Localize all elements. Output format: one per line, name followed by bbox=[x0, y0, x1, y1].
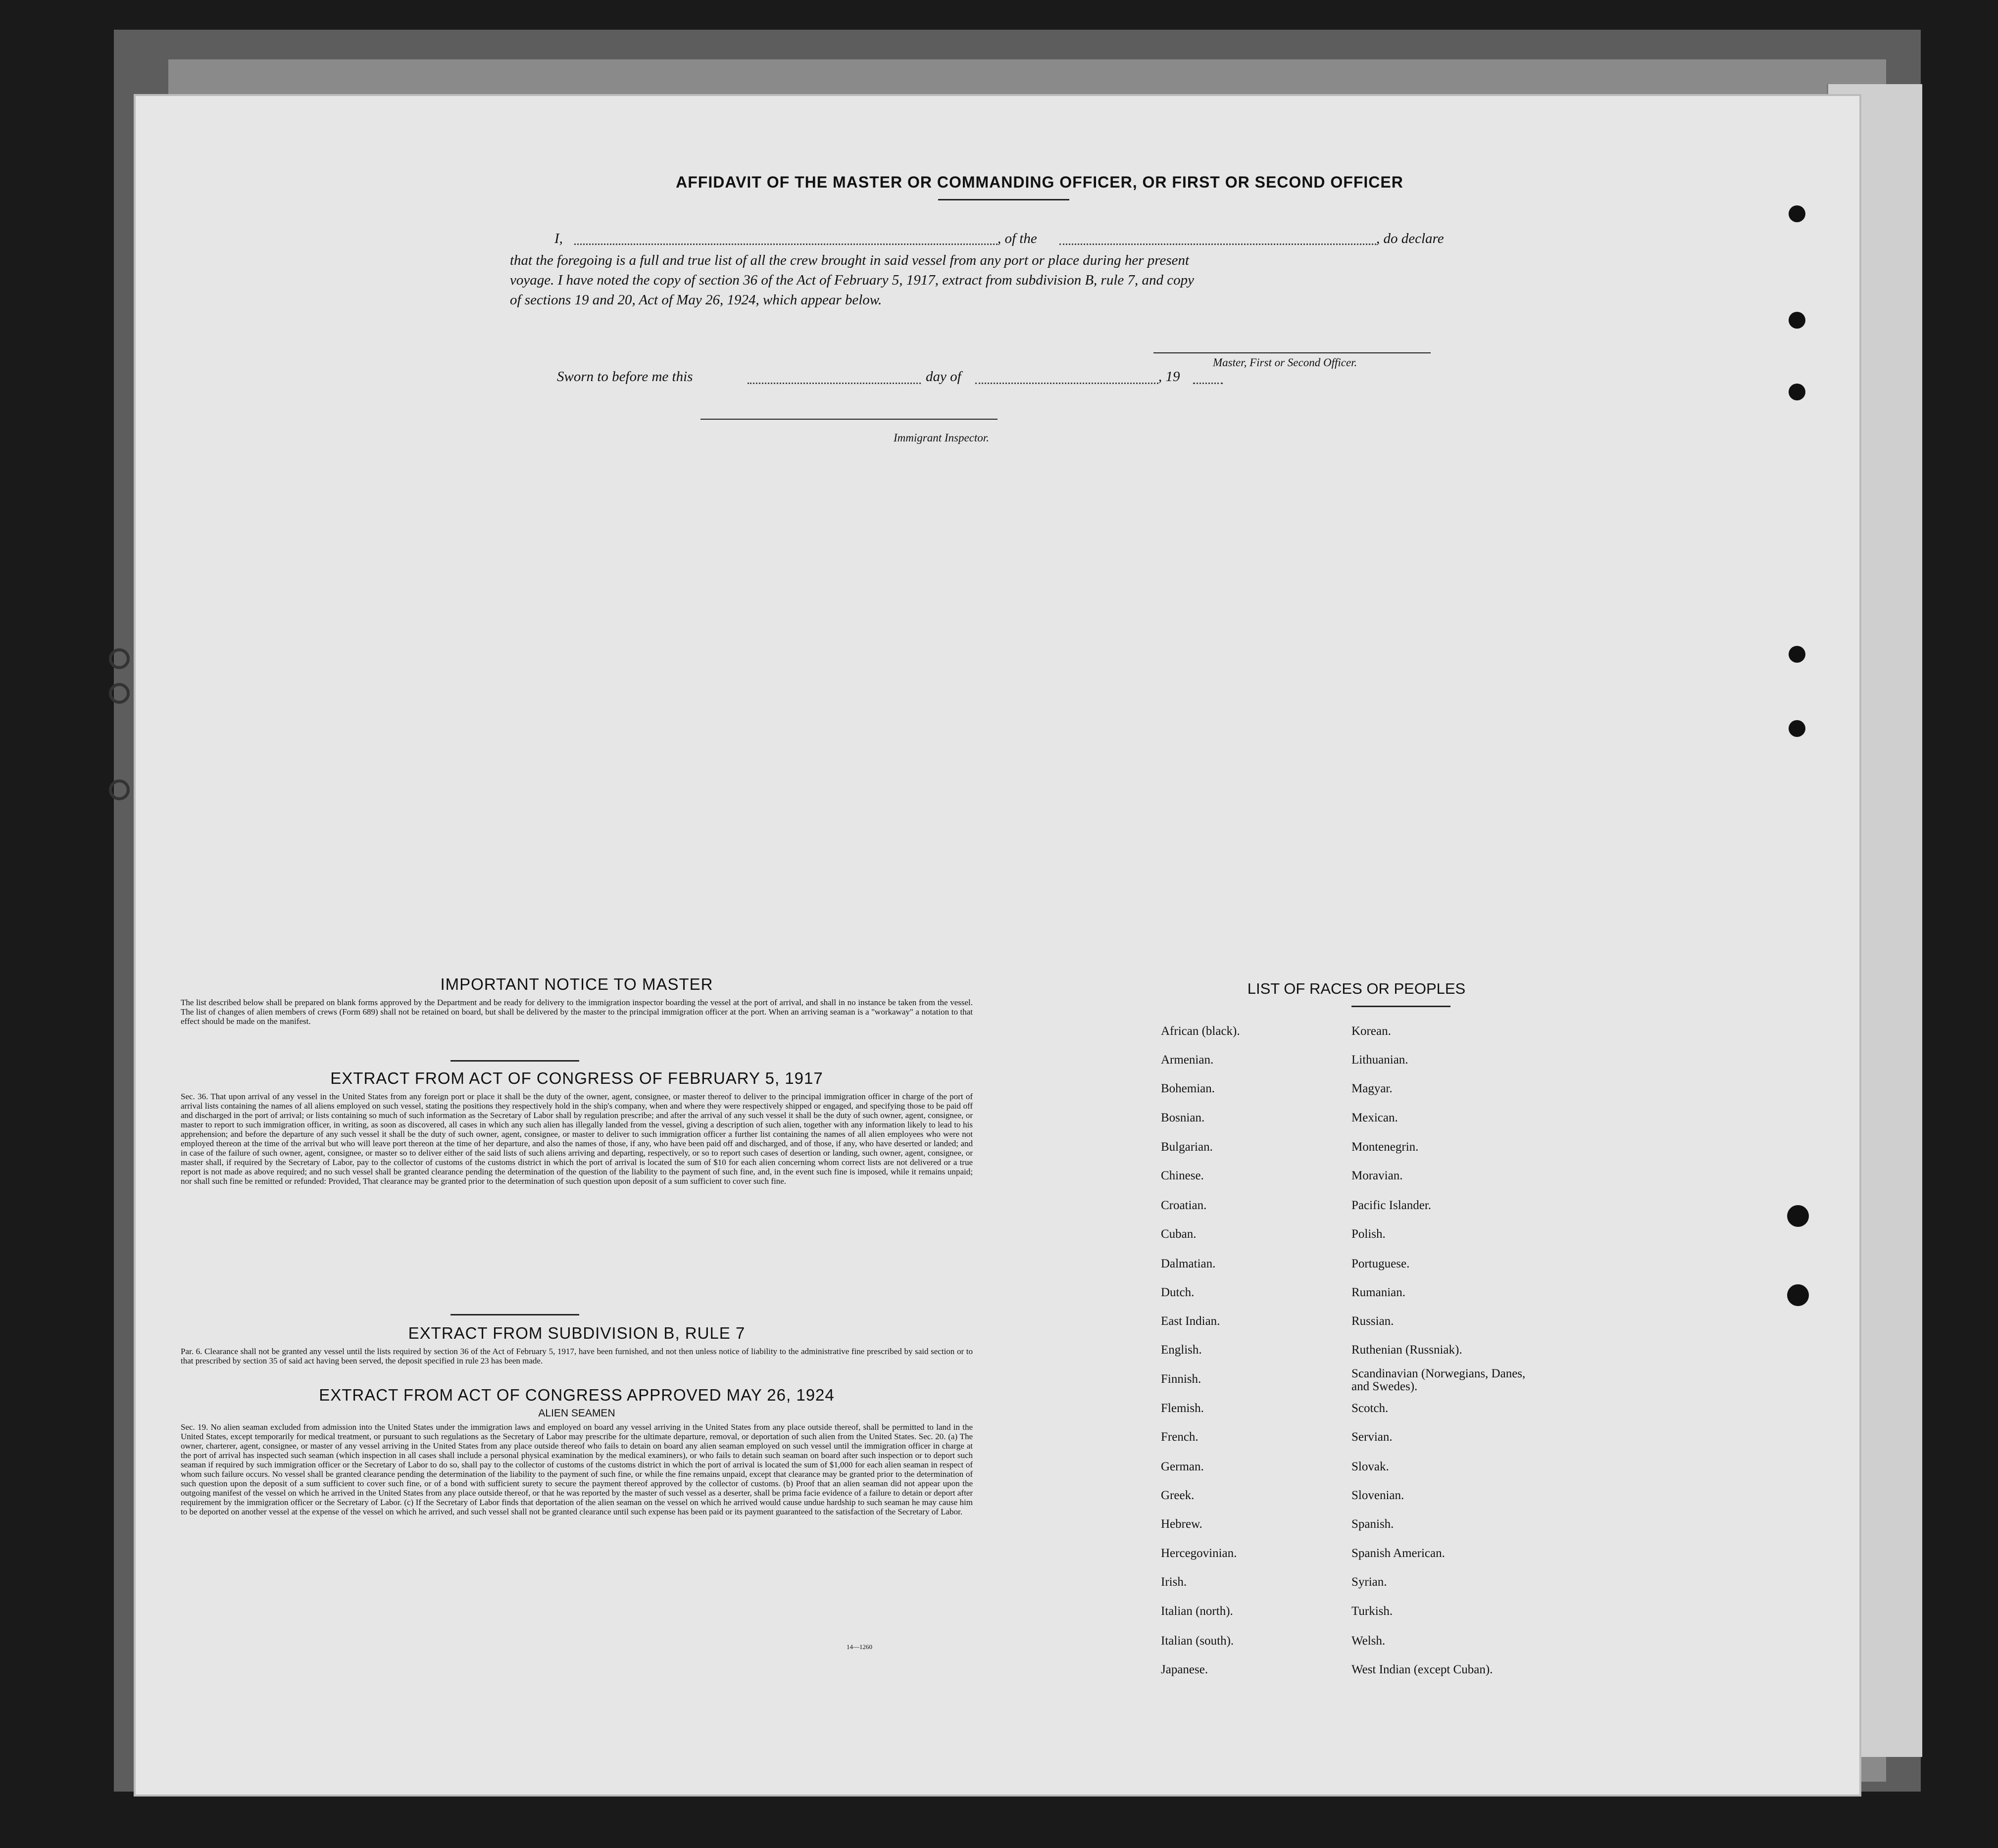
punch-hole-icon bbox=[109, 779, 130, 800]
race-item: Turkish. bbox=[1351, 1605, 1393, 1618]
section-divider bbox=[450, 1314, 579, 1315]
form-number: 14—1260 bbox=[847, 1643, 872, 1651]
race-item: Chinese. bbox=[1161, 1169, 1204, 1182]
document-page bbox=[134, 94, 1861, 1797]
race-item: German. bbox=[1161, 1460, 1204, 1473]
extract-1917-body: Sec. 36. That upon arrival of any vessel in the United States from any foreign port or place it shall be the duty of the owner, agent, consignee, or master thereof to deliver to the principal immigration officer in charge of the port of arrival lists containing the names of all aliens employed on such vessel, stating the positions they respectively hold in the ship's company, when and where they were respectively shipped or engaged, and specifying those to be paid off and discharged in the port of arrival; or lists containing so much of such information as the Secretary of Labor shall by regulation prescribe; and after the arrival of any such vessel it shall be the duty of such owner, agent, consignee, or master to report to such immigration officer, in writing, as soon as discovered, all cases in which any such alien has illegally landed from the vessel, giving a description of such alien, together with any information likely to lead to his apprehension; and before the departure of any such vessel it shall be the duty of such owner, agent, consignee, or master to deliver to such immigration officer a further list containing the names of all alien employees who were not employed thereon at the time of the arrival but who will leave port thereon at the time of her departure, and also the names of those, if any, who have been paid off and discharged, and of those, if any, who have deserted or landed; and in case of the failure of such owner, agent, consignee, or master so to deliver either of the said lists of such aliens arriving and departing, respectively, or so to report such cases of desertion or landing, such owner, agent, consignee, or master shall, if required by the Secretary of Labor, pay to the collector of customs of the customs district in which the port of arrival is located the sum of $10 for each alien concerning whom correct lists are not delivered or a true report is not made as above required; and no such vessel shall be granted clearance pending the determination of the question of the liability to the payment of such fine, and, in the event such fine is imposed, while it remains unpaid; nor shall such fine be remitted or refunded: Provided, That clearance may be granted prior to the determination of such question upon deposit of a sum sufficient to cover such fine. bbox=[181, 1092, 973, 1186]
race-item: Servian. bbox=[1351, 1430, 1393, 1444]
race-item: Slovak. bbox=[1351, 1460, 1389, 1473]
race-item: Dutch. bbox=[1161, 1286, 1195, 1299]
section-divider bbox=[450, 1060, 579, 1062]
punch-hole-icon bbox=[1789, 384, 1805, 400]
extract-rule7-section bbox=[181, 1324, 973, 1365]
race-item: Syrian. bbox=[1351, 1575, 1387, 1589]
race-item: Finnish. bbox=[1161, 1372, 1201, 1386]
inspector-label: Immigrant Inspector. bbox=[894, 432, 989, 444]
races-title-underline bbox=[1351, 1006, 1450, 1007]
race-item: Rumanian. bbox=[1351, 1286, 1406, 1299]
race-item: Bohemian. bbox=[1161, 1082, 1215, 1095]
notice-section bbox=[181, 975, 973, 1026]
race-item: West Indian (except Cuban). bbox=[1351, 1663, 1493, 1676]
race-item: Japanese. bbox=[1161, 1663, 1208, 1676]
extract-1924-title: EXTRACT FROM ACT OF CONGRESS APPROVED MAY 26, 1924 bbox=[319, 1386, 835, 1404]
race-item: Portuguese. bbox=[1351, 1257, 1410, 1270]
extract-1917-title: EXTRACT FROM ACT OF CONGRESS OF FEBRUARY 5, 1917 bbox=[330, 1069, 823, 1087]
race-item: Welsh. bbox=[1351, 1634, 1386, 1648]
race-item: Italian (south). bbox=[1161, 1634, 1234, 1648]
name-blank[interactable] bbox=[574, 243, 998, 245]
race-item: Polish. bbox=[1351, 1227, 1386, 1241]
race-item: Flemish. bbox=[1161, 1402, 1204, 1415]
day-of-label: day of bbox=[926, 369, 961, 385]
affidavit-i-label: I, bbox=[554, 231, 563, 246]
race-item: Hercegovinian. bbox=[1161, 1547, 1237, 1560]
extract-rule7-body: Par. 6. Clearance shall not be granted any vessel until the lists required by section 36 of the Act of February 5, 1917, have been furnished, and not then unless notice of liability to the administrative fine prescribed by said section or to that prescribed by section 35 of said act having been served, the deposit specified in rule 23 has been made. bbox=[181, 1347, 973, 1365]
race-item: Scotch. bbox=[1351, 1402, 1389, 1415]
sworn-day-blank[interactable] bbox=[748, 383, 921, 384]
race-item: Cuban. bbox=[1161, 1227, 1197, 1241]
race-item: Magyar. bbox=[1351, 1082, 1393, 1095]
race-item: Montenegrin. bbox=[1351, 1140, 1419, 1154]
race-item: Ruthenian (Russniak). bbox=[1351, 1343, 1462, 1357]
extract-1924-body: Sec. 19. No alien seaman excluded from admission into the United States under the immigration laws and employed on board any vessel arriving in the United States from any place outside thereof, shall be permitted to land in the United States, except temporarily for medical treatment, or pursuant to such regulations as the Secretary of Labor may prescribe for the ultimate departure, removal, or deportation of such alien from the United States. Sec. 20. (a) The owner, charterer, agent, consignee, or master of any vessel arriving in the United States from any place outside thereof who fails to detain on board any alien seaman employed on such vessel until the immigration officer in charge at the port of arrival has inspected such seaman (which inspection in all cases shall include a personal physical examination by the medical examiners), or who fails to detain such seaman on board after such inspection or to deport such seaman if required by such immigration officer or the Secretary of Labor to do so, shall pay to the collector of customs of the customs district in which the port of arrival is located the sum of $1,000 for each alien seaman in respect of whom such failure occurs. No vessel shall be granted clearance pending the determination of the liability to the payment of such fine, or while the fine remains unpaid, except that clearance may be granted prior to the determination of such question upon the deposit of a sum sufficient to cover such fine, or of a bond with sufficient surety to secure the payment thereof approved by the collector of customs. (b) Proof that an alien seaman did not appear upon the outgoing manifest of the vessel on which he arrived in the United States from any place outside thereof, or that he was reported by the master of such vessel as a deserter, shall be prima facie evidence of a failure to detain or deport after requirement by the immigration officer or the Secretary of Labor. (c) If the Secretary of Labor finds that deportation of the alien seaman on the vessel on which he arrived would cause undue hardship to such seaman he may cause him to be deported on another vessel at the expense of the vessel on which he arrived, and such vessel shall not be granted clearance until such expense has been paid or its payment guaranteed to the satisfaction of the Secretary of Labor. bbox=[181, 1422, 973, 1516]
inspector-signature-line[interactable] bbox=[700, 419, 998, 420]
master-signature-line[interactable] bbox=[1153, 352, 1431, 353]
race-item: Pacific Islander. bbox=[1351, 1199, 1432, 1212]
race-item: Mexican. bbox=[1351, 1111, 1398, 1124]
race-item: French. bbox=[1161, 1430, 1199, 1444]
race-item: Slovenian. bbox=[1351, 1489, 1404, 1502]
master-signature-label: Master, First or Second Officer. bbox=[1213, 356, 1357, 369]
extract-1917-section bbox=[181, 1069, 973, 1186]
race-item: Spanish. bbox=[1351, 1517, 1394, 1531]
race-item: Irish. bbox=[1161, 1575, 1187, 1589]
do-declare-label: , do declare bbox=[1376, 231, 1444, 246]
vessel-blank[interactable] bbox=[1059, 243, 1376, 245]
punch-hole-icon bbox=[1789, 646, 1805, 663]
race-item: Dalmatian. bbox=[1161, 1257, 1216, 1270]
race-item: Russian. bbox=[1351, 1314, 1394, 1328]
punch-hole-icon bbox=[1787, 1205, 1809, 1227]
of-the-label: , of the bbox=[998, 231, 1037, 246]
affidavit-line-4: of sections 19 and 20, Act of May 26, 1924, which appear below. bbox=[510, 292, 882, 308]
sworn-label: Sworn to before me this bbox=[557, 369, 693, 385]
punch-hole-icon bbox=[1789, 312, 1805, 329]
punch-hole-icon bbox=[109, 683, 130, 704]
race-item: Bulgarian. bbox=[1161, 1140, 1213, 1154]
race-item: Moravian. bbox=[1351, 1169, 1403, 1182]
punch-hole-icon bbox=[1789, 205, 1805, 222]
extract-1924-section bbox=[181, 1386, 973, 1516]
punch-hole-icon bbox=[109, 648, 130, 669]
extract-rule7-title: EXTRACT FROM SUBDIVISION B, RULE 7 bbox=[408, 1324, 746, 1342]
race-item: Lithuanian. bbox=[1351, 1053, 1408, 1067]
race-item: English. bbox=[1161, 1343, 1202, 1357]
race-item: Croatian. bbox=[1161, 1199, 1207, 1212]
affidavit-line-3: voyage. I have noted the copy of section 36 of the Act of February 5, 1917, extract from subdivision B, rule 7, and copy bbox=[510, 272, 1195, 288]
race-item: Spanish American. bbox=[1351, 1547, 1445, 1560]
race-item: East Indian. bbox=[1161, 1314, 1220, 1328]
year-label: , 19 bbox=[1158, 369, 1180, 385]
races-title: LIST OF RACES OR PEOPLES bbox=[1247, 980, 1466, 997]
punch-hole-icon bbox=[1787, 1284, 1809, 1306]
race-item: Armenian. bbox=[1161, 1053, 1214, 1067]
race-item: Korean. bbox=[1351, 1024, 1391, 1038]
race-item: African (black). bbox=[1161, 1024, 1240, 1038]
race-item: Hebrew. bbox=[1161, 1517, 1202, 1531]
affidavit-title: AFFIDAVIT OF THE MASTER OR COMMANDING OFFICER, OR FIRST OR SECOND OFFICER bbox=[676, 173, 1403, 191]
sworn-month-blank[interactable] bbox=[975, 383, 1158, 384]
punch-hole-icon bbox=[1789, 720, 1805, 737]
race-item: Scandinavian (Norwegians, Danes, and Swedes). bbox=[1351, 1367, 1526, 1393]
title-underline bbox=[938, 199, 1069, 200]
notice-title: IMPORTANT NOTICE TO MASTER bbox=[440, 975, 713, 993]
year-blank[interactable] bbox=[1193, 383, 1223, 384]
notice-body: The list described below shall be prepared on blank forms approved by the Department and be ready for delivery to the immigration inspector boarding the vessel at the port of arrival, and shall in no instance be taken from the vessel. The list of changes of alien members of crews (Form 689) shall not be retained on board, but shall be delivered by the master to the principal immigration officer at the port. When an arriving seaman is a "workaway" a notation to that effect should be made on the manifest. bbox=[181, 998, 973, 1026]
race-item: Bosnian. bbox=[1161, 1111, 1205, 1124]
extract-1924-subtitle: ALIEN SEAMEN bbox=[538, 1408, 615, 1419]
affidavit-line-2: that the foregoing is a full and true list of all the crew brought in said vessel from any port or place during her present bbox=[510, 252, 1190, 268]
race-item: Greek. bbox=[1161, 1489, 1195, 1502]
race-item: Italian (north). bbox=[1161, 1605, 1233, 1618]
